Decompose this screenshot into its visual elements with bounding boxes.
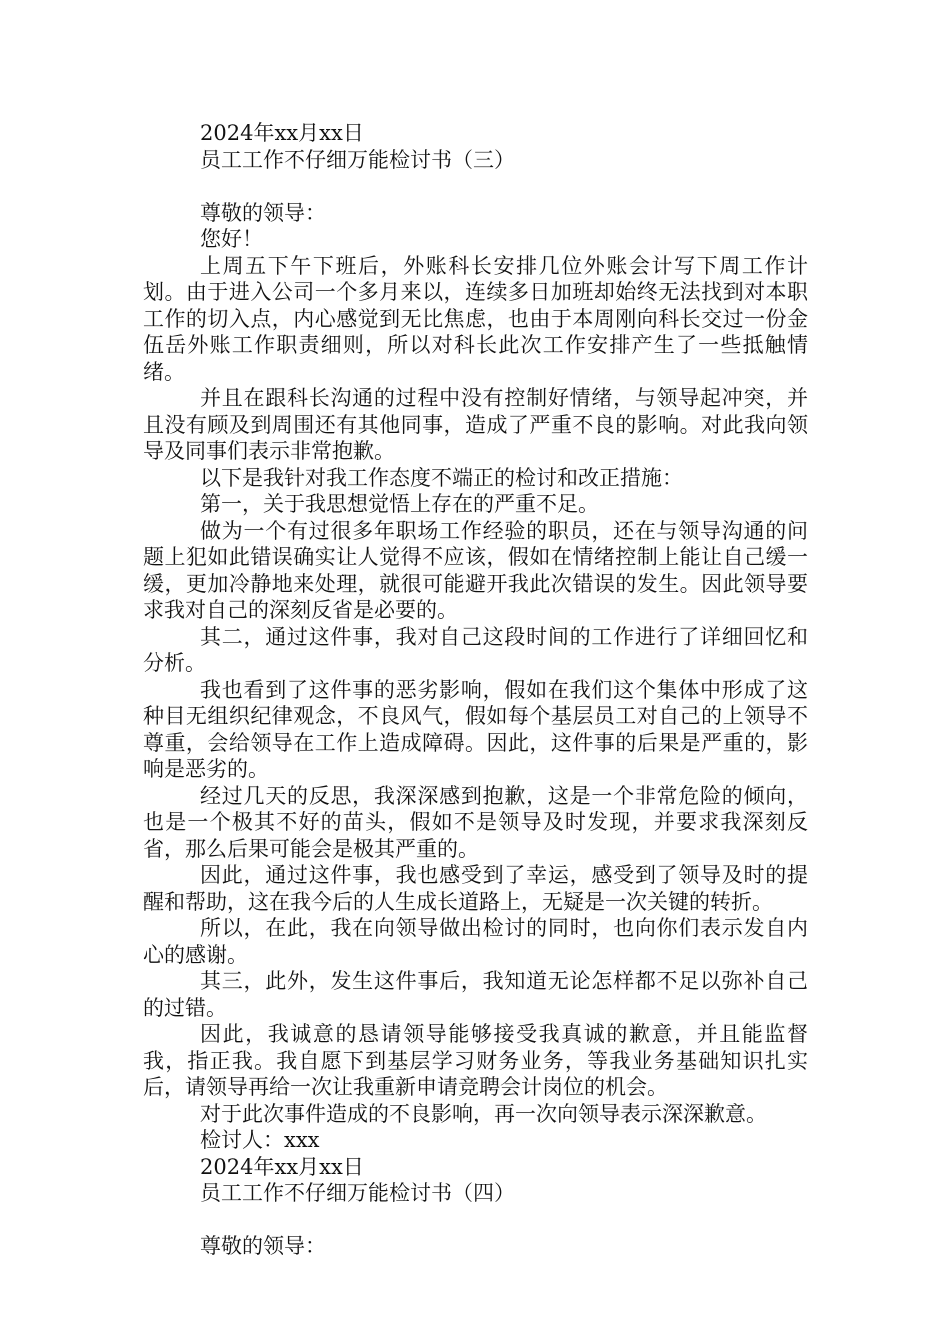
body-paragraph: 我也看到了这件事的恶劣影响，假如在我们这个集体中形成了这种目无组织纪律观念，不良风气，假如每个基层员工对自己的上领导不尊重，会给领导在工作上造成障碍。因此，这件事的后果是严重的，影响是恶劣的。 <box>143 677 808 781</box>
body-paragraph: 做为一个有过很多年职场工作经验的职员，还在与领导沟通的问题上犯如此错误确实让人觉得不应该，假如在情绪控制上能让自己缓一缓，更加冷静地来处理，就很可能避开我此次错误的发生。因此领导要求我对自己的深刻反省是必要的。 <box>143 518 808 622</box>
salutation: 尊敬的领导： <box>200 1234 326 1258</box>
body-paragraph: 其二，通过这件事，我对自己这段时间的工作进行了详细回忆和分析。 <box>143 624 808 675</box>
body-paragraph: 第一，关于我思想觉悟上存在的严重不足。 <box>200 492 599 516</box>
document-date: 2024年xx月xx日 <box>200 121 364 145</box>
body-paragraph: 其三，此外，发生这件事后，我知道无论怎样都不足以弥补自己的过错。 <box>143 969 808 1020</box>
signature: 检讨人：xxx <box>200 1128 320 1152</box>
document-date: 2024年xx月xx日 <box>200 1154 364 1179</box>
blank-line <box>143 173 808 200</box>
body-paragraph: 经过几天的反思，我深深感到抱歉，这是一个非常危险的倾向，也是一个极其不好的苗头，假如不是领导及时发现，并要求我深刻反省，那么后果可能会是极其严重的。 <box>143 783 808 861</box>
document-title: 员工工作不仔细万能检讨书（三） <box>200 147 515 172</box>
document-body <box>143 120 808 1260</box>
salutation: 尊敬的领导： <box>200 200 326 225</box>
body-paragraph: 因此，我诚意的恳请领导能够接受我真诚的歉意，并且能监督我，指正我。我自愿下到基层学习财务业务，等我业务基础知识扎实后，请领导再给一次让我重新申请竞聘会计岗位的机会。 <box>143 1022 808 1099</box>
body-paragraph: 以下是我针对我工作态度不端正的检讨和改正措施： <box>200 465 683 490</box>
greeting: 您好！ <box>200 227 263 251</box>
document-title: 员工工作不仔细万能检讨书（四） <box>200 1181 515 1205</box>
body-paragraph: 对于此次事件造成的不良影响，再一次向领导表示深深歉意。 <box>200 1101 767 1126</box>
blank-line <box>143 1207 808 1234</box>
body-paragraph: 并且在跟科长沟通的过程中没有控制好情绪，与领导起冲突，并且没有顾及到周围还有其他同事，造成了严重不良的影响。对此我向领导及同事们表示非常抱歉。 <box>143 386 808 463</box>
body-paragraph: 因此，通过这件事，我也感受到了幸运，感受到了领导及时的提醒和帮助，这在我今后的人生成长道路上，无疑是一次关键的转折。 <box>143 863 808 914</box>
body-paragraph: 上周五下午下班后，外账科长安排几位外账会计写下周工作计划。由于进入公司一个多月来以，连续多日加班却始终无法找到对本职工作的切入点，内心感觉到无比焦虑，也由于本周刚向科长交过一份金伍岳外账工作职责细则，所以对科长此次工作安排产生了一些抵触情绪。 <box>143 253 808 384</box>
body-paragraph: 所以，在此，我在向领导做出检讨的同时，也向你们表示发自内心的感谢。 <box>143 916 808 967</box>
